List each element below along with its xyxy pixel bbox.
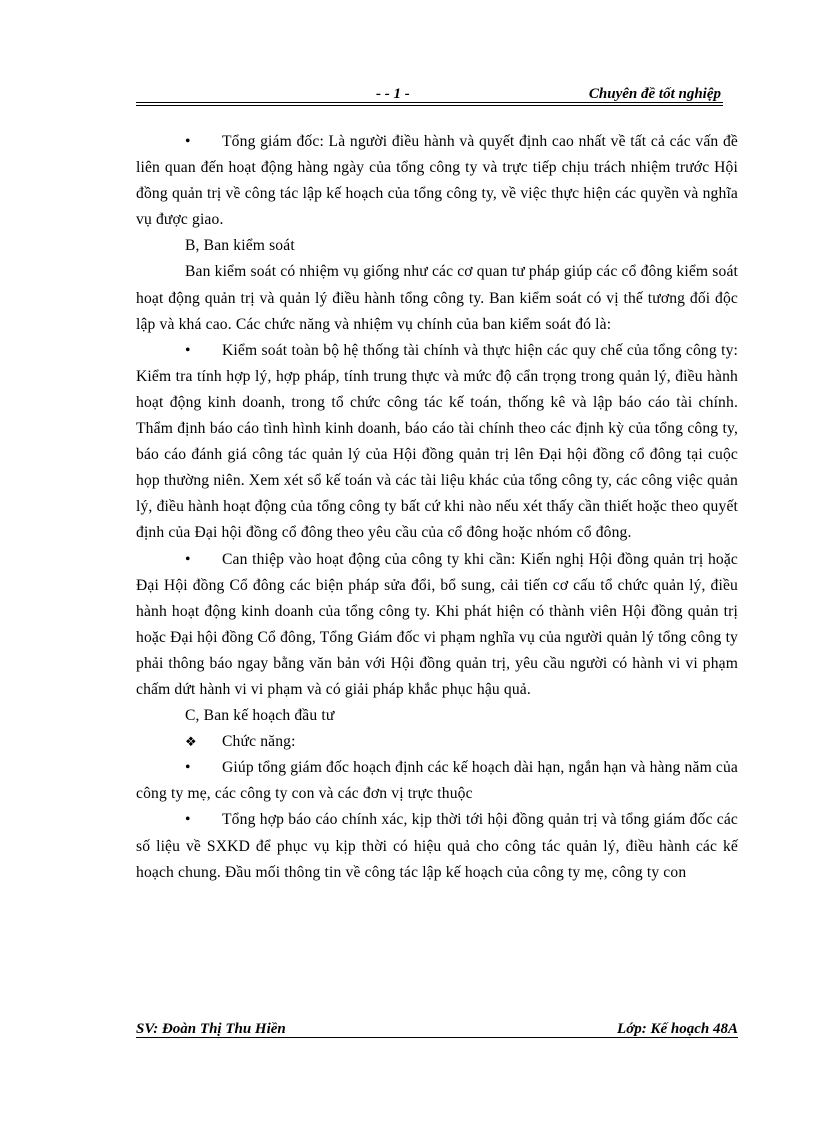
paragraph-text: Tổng hợp báo cáo chính xác, kịp thời tới hội đồng quản trị và tổng giám đốc các số liệu về SXKD để phục vụ kịp thời có hiệu quả cho công tác quản lý, điều hành các kế hoạch chung. Đầu mối thông tin về công tác lập kế hoạch của công ty mẹ, công ty con (136, 811, 738, 881)
bullet-paragraph (136, 338, 738, 547)
bullet-paragraph (136, 755, 738, 807)
page-number: - - 1 - (376, 86, 410, 102)
bullet-paragraph (136, 547, 738, 704)
paragraph-text: Tổng giám đốc: Là người điều hành và quyết định cao nhất về tất cả các vấn đề liên quan đến hoạt động hàng ngày của tổng công ty và trực tiếp chịu trách nhiệm trước Hội đồng quản trị về công tác lập kế hoạch của tổng công ty, về việc thực hiện các quyền và nghĩa vụ được giao. (136, 133, 738, 229)
bullet-icon: • (185, 550, 191, 568)
section-heading-c: C, Ban kế hoạch đầu tư (185, 707, 335, 725)
diamond-bullet-icon: ❖ (185, 734, 197, 750)
bullet-icon: • (185, 811, 191, 829)
document-title: Chuyên đề tốt nghiệp (588, 86, 721, 102)
header-rule-double (136, 105, 723, 106)
bullet-paragraph (136, 129, 738, 233)
page-footer (136, 1020, 738, 1038)
diamond-bullet-paragraph (136, 729, 738, 755)
page-header (136, 86, 723, 102)
footer-rule (136, 1037, 738, 1038)
header-rule (136, 102, 723, 103)
student-name: SV: Đoàn Thị Thu Hiền (136, 1021, 286, 1037)
paragraph-text: Kiểm soát toàn bộ hệ thống tài chính và thực hiện các quy chế của tổng công ty: Kiểm tra tính hợp lý, hợp pháp, tính trung thực và mức độ cẩn trọng trong quản lý, điều hành hoạt động kinh doanh, trong tổ chức công tác kế toán, thống kê và lập báo cáo tài chính. Thẩm định báo cáo tình hình kinh doanh, báo cáo tài chính theo các định kỳ của tổng công ty, báo cáo đánh giá công tác quản lý của Hội đồng quản trị lên Đại hội đồng cổ đông tại cuộc họp thường niên. Xem xét sổ kế toán và các tài liệu khác của tổng công ty, các công việc quản lý, điều hành hoạt động của tổng công ty bất cứ khi nào nếu xét thấy cần thiết hoặc theo quyết định của Đại hội đồng cổ đông theo yêu cầu của cổ đông hoặc nhóm cổ đông. (136, 341, 738, 542)
paragraph-text: Can thiệp vào hoạt động của công ty khi cần: Kiến nghị Hội đồng quản trị hoặc Đại Hội đồng Cổ đông các biện pháp sửa đổi, bổ sung, cải tiến cơ cấu tổ chức quản lý, điều hành hoạt động kinh doanh của tổng công ty. Khi phát hiện có thành viên Hội đồng quản trị hoặc Đại hội đồng Cổ đông, Tổng Giám đốc vi phạm nghĩa vụ của người quản lý tổng công ty phải thông báo ngay bằng văn bản với Hội đồng quản trị, yêu cầu người có hành vi vi phạm chấm dứt hành vi vi phạm và có giải pháp khắc phục hậu quả. (136, 550, 738, 698)
paragraph: Ban kiểm soát có nhiệm vụ giống như các cơ quan tư pháp giúp các cổ đông kiểm soát hoạt động quản trị và quản lý điều hành tổng công ty. Ban kiểm soát có vị thế tương đối độc lập và khá cao. Các chức năng và nhiệm vụ chính của ban kiểm soát đó là: (136, 263, 738, 333)
section-heading-b: B, Ban kiểm soát (185, 237, 295, 255)
paragraph-text: Giúp tổng giám đốc hoạch định các kế hoạch dài hạn, ngắn hạn và hàng năm của công ty mẹ, các công ty con và các đơn vị trực thuộc (136, 759, 738, 803)
document-body (136, 129, 738, 886)
bullet-icon: • (185, 133, 191, 150)
bullet-icon: • (185, 759, 191, 777)
bullet-paragraph (136, 807, 738, 885)
class-name: Lớp: Kế hoạch 48A (617, 1021, 738, 1037)
bullet-icon: • (185, 341, 191, 359)
paragraph-text: Chức năng: (222, 733, 296, 751)
